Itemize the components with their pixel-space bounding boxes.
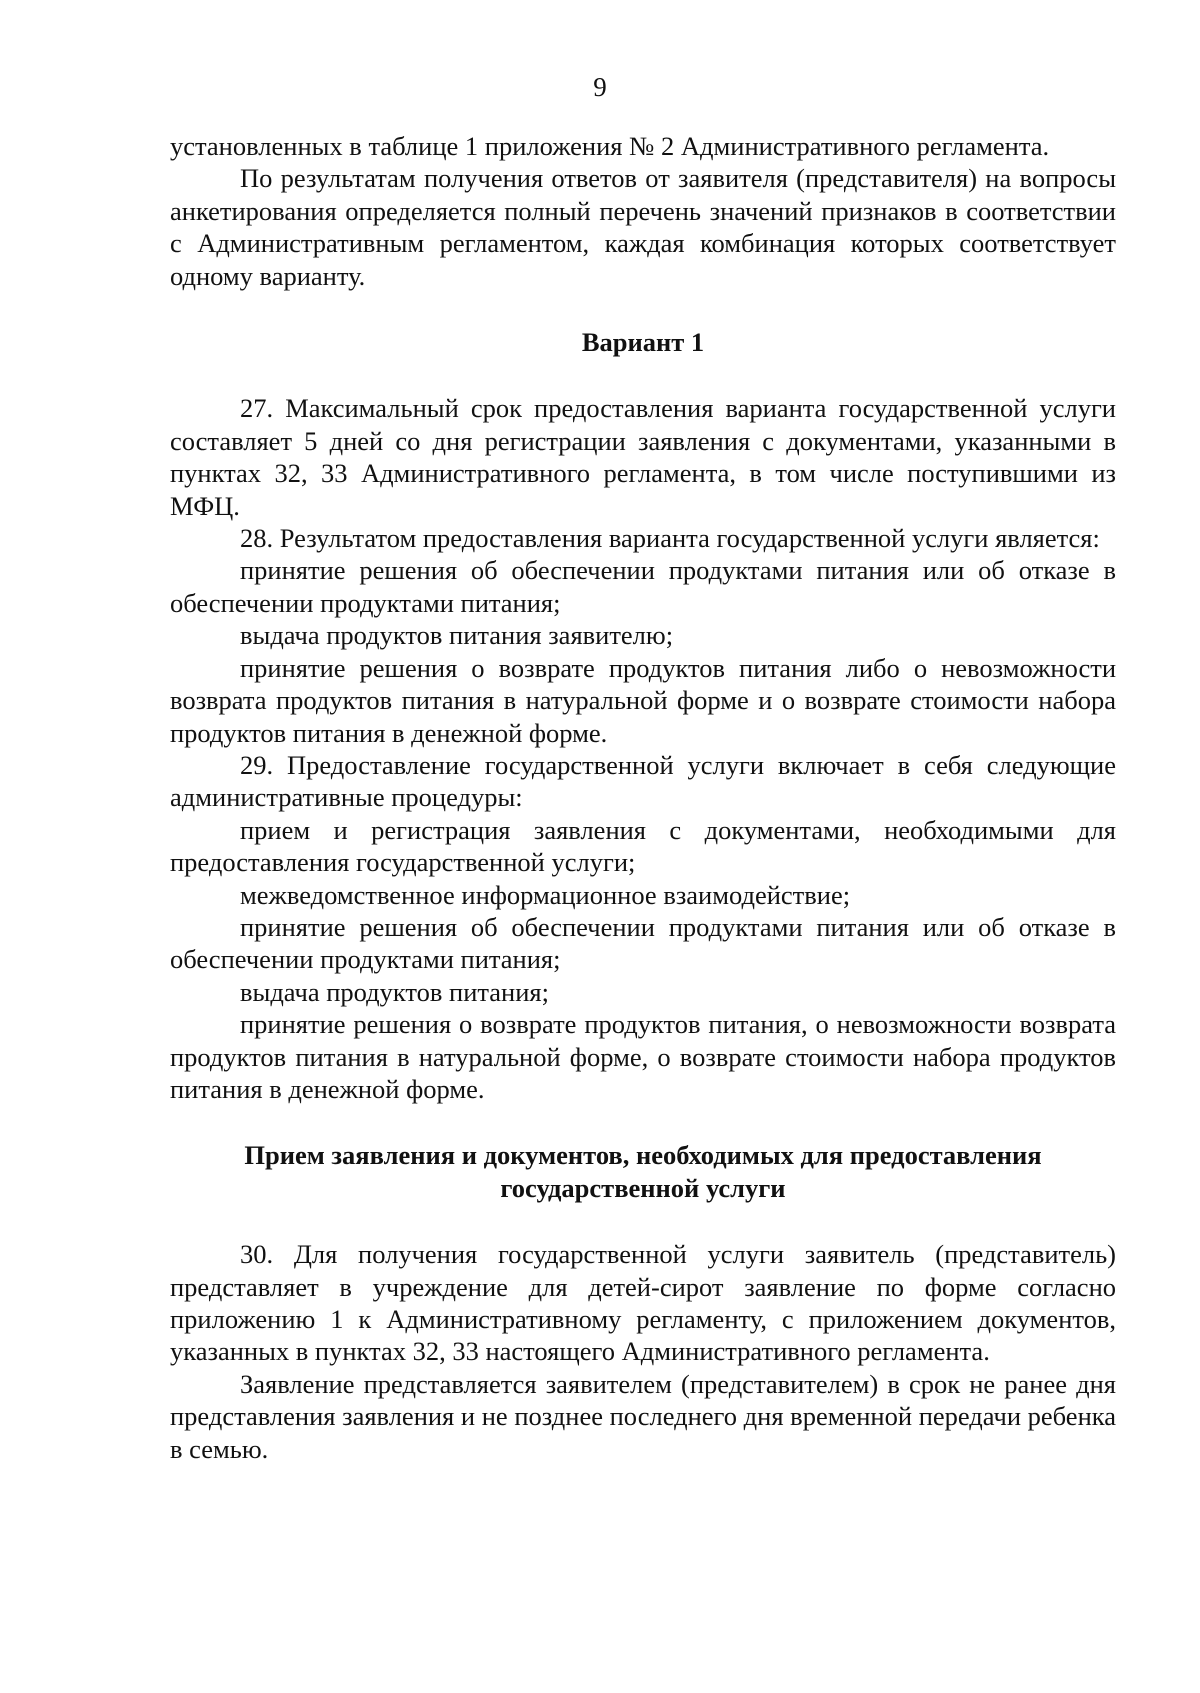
heading-application-reception — [170, 1139, 1116, 1204]
paragraph-survey-results: По результатам получения ответов от заявителя (представителя) на вопросы анкетирования определяется полный перечень значений признаков в соответствии с Административным регламентом, каждая комбинация которых соответствует одному варианту. — [170, 163, 1116, 291]
paragraph-30-submission-deadline: Заявление представляется заявителем (представителем) в срок не ранее дня представления заявления и не позднее последнего дня временной передачи ребенка в семью. — [170, 1368, 1116, 1464]
heading-application-reception-line-1: Прием заявления и документов, необходимых для предоставления — [244, 1140, 1042, 1171]
paragraph-29-item-4: выдача продуктов питания; — [240, 976, 549, 1007]
paragraph-29: 29. Предоставление государственной услуги включает в себя следующие административные процедуры: — [170, 749, 1116, 813]
paragraph-29-item-5: принятие решения о возврате продуктов питания, о невозможности возврата продуктов питания в натуральной форме, о возврате стоимости набора продуктов питания в денежной форме. — [170, 1009, 1116, 1104]
document-body — [170, 130, 1116, 1465]
paragraph-28-item-3: принятие решения о возврате продуктов питания либо о невозможности возврата продуктов питания в натуральной форме и о возврате стоимости набора продуктов питания в денежной форме. — [170, 652, 1116, 748]
paragraph-continuation: установленных в таблице 1 приложения № 2 Административного регламента. — [170, 131, 1050, 161]
paragraph-28-item-2: выдача продуктов питания заявителю; — [240, 620, 674, 651]
paragraph-29-item-3: принятие решения об обеспечении продуктами питания или об отказе в обеспечении продуктами питания; — [170, 911, 1116, 975]
paragraph-29-item-1: прием и регистрация заявления с документами, необходимыми для предоставления государственной услуги; — [170, 814, 1116, 878]
paragraph-27: 27. Максимальный срок предоставления варианта государственной услуги составляет 5 дней со дня регистрации заявления с документами, указанными в пунктах 32, 33 Административного регламента, в том числе поступившими из МФЦ. — [170, 393, 1116, 521]
paragraph-28: 28. Результатом предоставления варианта государственной услуги является: — [240, 523, 1100, 554]
paragraph-30: 30. Для получения государственной услуги заявитель (представитель) представляет в учреждение для детей-сирот заявление по форме согласно приложению 1 к Административному регламенту, с приложением документов, указанных в пунктах 32, 33 настоящего Административного регламента. — [170, 1239, 1116, 1367]
heading-variant-1: Вариант 1 — [581, 327, 705, 358]
paragraph-29-item-2: межведомственное информационное взаимодействие; — [240, 879, 851, 910]
heading-application-reception-line-2: государственной услуги — [500, 1172, 786, 1203]
paragraph-28-item-1: принятие решения об обеспечении продуктами питания или об отказе в обеспечении продуктами питания; — [170, 555, 1116, 618]
page-number: 9 — [593, 72, 607, 102]
